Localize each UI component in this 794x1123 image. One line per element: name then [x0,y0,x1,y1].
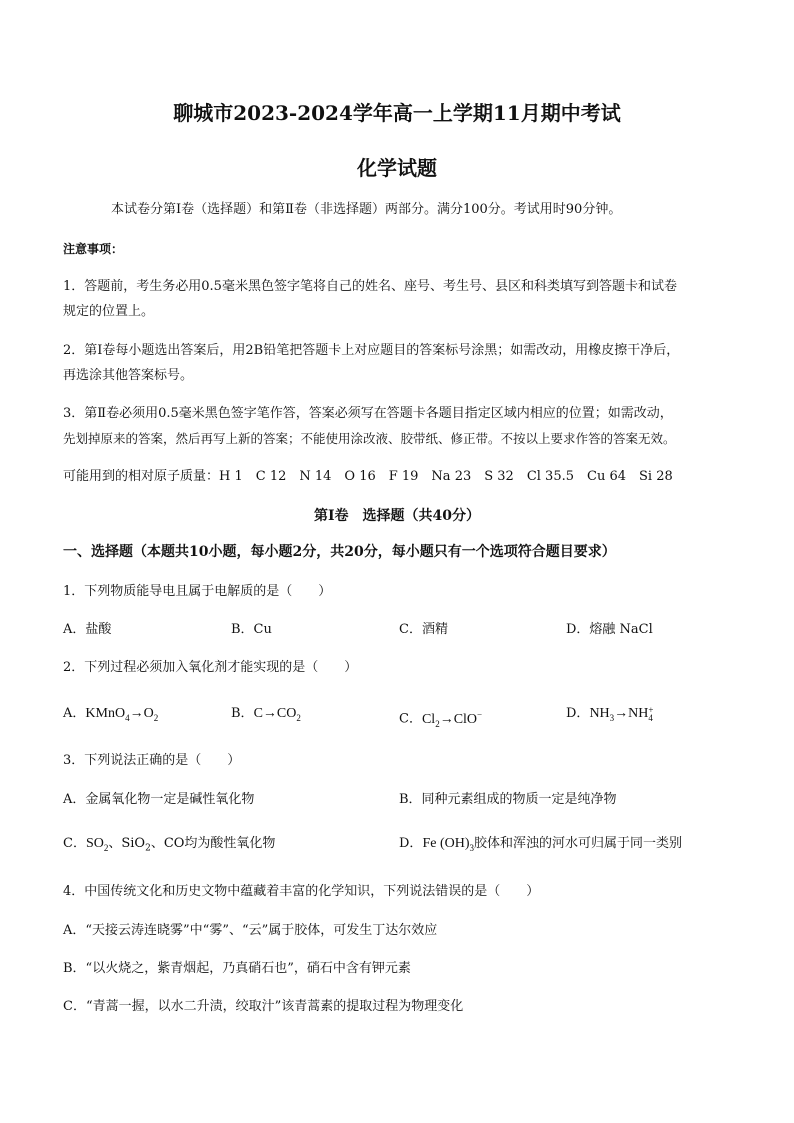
option-label: A． [63,706,86,721]
superscript: + [648,704,654,715]
subscript: 2 [153,712,159,723]
part-heading: 一、选择题（本题共10小题，每小题2分，共20分，每小题只有一个选项符合题目要求） [63,544,616,560]
formula-text: (OH) [439,836,470,851]
subscript: 3 [609,712,615,723]
question-3-stem: 3．下列说法正确的是（ ） [63,753,241,768]
option-label: C． [399,711,422,727]
notice-item-1-line-1: 1．答题前，考生务必用0.5毫米黑色签字笔将自己的姓名、座号、考生号、县区和科类填写到答题卡和试卷 [63,279,677,294]
formula-text: Cl [421,711,436,727]
superscript: − [477,709,483,719]
formula-text: NH [589,706,610,721]
question-1-option-b: B．Cu [231,622,272,637]
question-2-option-d [566,705,653,727]
question-4-stem: 4．中国传统文化和历史文物中蕴藏着丰富的化学知识，下列说法错误的是（ ） [63,884,540,899]
question-1-stem: 1．下列物质能导电且属于电解质的是（ ） [63,584,332,599]
formula-text: 、CO均为酸性氧化物 [150,836,276,851]
intro-text: 本试卷分第Ⅰ卷（选择题）和第Ⅱ卷（非选择题）两部分。满分100分。考试用时90分钟。 [111,202,622,217]
exam-title: 聊城市2023-2024学年高一上学期11月期中考试 [173,101,621,125]
formula-text: C→CO [253,706,297,721]
subscript: 2 [296,712,301,723]
notice-item-2-line-1: 2．第Ⅰ卷每小题选出答案后，用2B铅笔把答题卡上对应题目的答案标号涂黑；如需改动，用橡皮擦干净后， [63,343,680,358]
question-4-option-c: C．“青蒿一握，以水二升渍，绞取汁”该青蒿素的提取过程为物理变化 [63,999,464,1014]
subscript: 3 [469,842,474,853]
subscript: 2 [435,718,440,729]
section-title: 第Ⅰ卷 选择题（共40分） [313,508,481,524]
formula-text: KMnO [85,706,126,721]
question-3-option-c [63,835,275,858]
subscript: 2 [145,843,151,854]
notice-item-1-line-2: 规定的位置上。 [63,304,155,319]
formula-text: Fe [422,836,437,851]
question-4-option-b: B．“以火烧之，紫青烟起，乃真硝石也”，硝石中含有钾元素 [63,961,411,976]
subscript: 4 [125,712,130,723]
question-3-option-a: A．金属氧化物一定是碱性氧化物 [63,792,255,807]
formula-text: 胶体和浑浊的河水可归属于同一类别 [473,836,682,851]
notice-item-3-line-2: 先划掉原来的答案，然后再写上新的答案；不能使用涂改液、胶带纸、修正带。不按以上要求作答的答案无效。 [63,431,676,446]
formula-text: →O [129,706,154,721]
formula-text: →ClO [439,711,478,727]
notice-item-3-line-1: 3．第Ⅱ卷必须用0.5毫米黑色签字笔作答，答案必须写在答题卡各题目指定区域内相应的位置；如需改动， [63,406,673,421]
question-1-option-a: A．盐酸 [63,622,112,637]
question-3-option-d [399,835,682,857]
formula-text: SO [85,836,104,851]
question-2-option-a [63,705,158,727]
formula-text: 、SiO [108,836,146,851]
question-1-option-d: D．熔融 NaCl [566,622,653,637]
option-label: D． [566,706,590,721]
formula-text: →NH [614,706,649,721]
atomic-masses: 可能用到的相对原子质量：H 1 C 12 N 14 O 16 F 19 Na 23 S 32 Cl 35.5 Cu 64 Si 28 [63,469,673,484]
question-2-option-b [231,705,301,727]
notice-heading: 注意事项： [63,242,124,256]
subject-title: 化学试题 [357,156,437,180]
question-2-stem: 2．下列过程必须加入氧化剂才能实现的是（ ） [63,660,358,675]
option-label: B． [231,706,254,721]
notice-item-2-line-2: 再选涂其他答案标号。 [63,368,194,383]
question-4-option-a: A．“天接云涛连晓雾”中“雾”、“云”属于胶体，可发生丁达尔效应 [63,923,438,938]
question-2-option-c [399,705,482,732]
question-1-option-c: C．酒精 [399,622,448,637]
option-label: D． [399,836,423,851]
subscript: 2 [103,842,109,853]
question-3-option-b: B．同种元素组成的物质一定是纯净物 [399,792,617,807]
subscript: 4 [648,712,653,723]
option-label: C． [63,836,86,851]
